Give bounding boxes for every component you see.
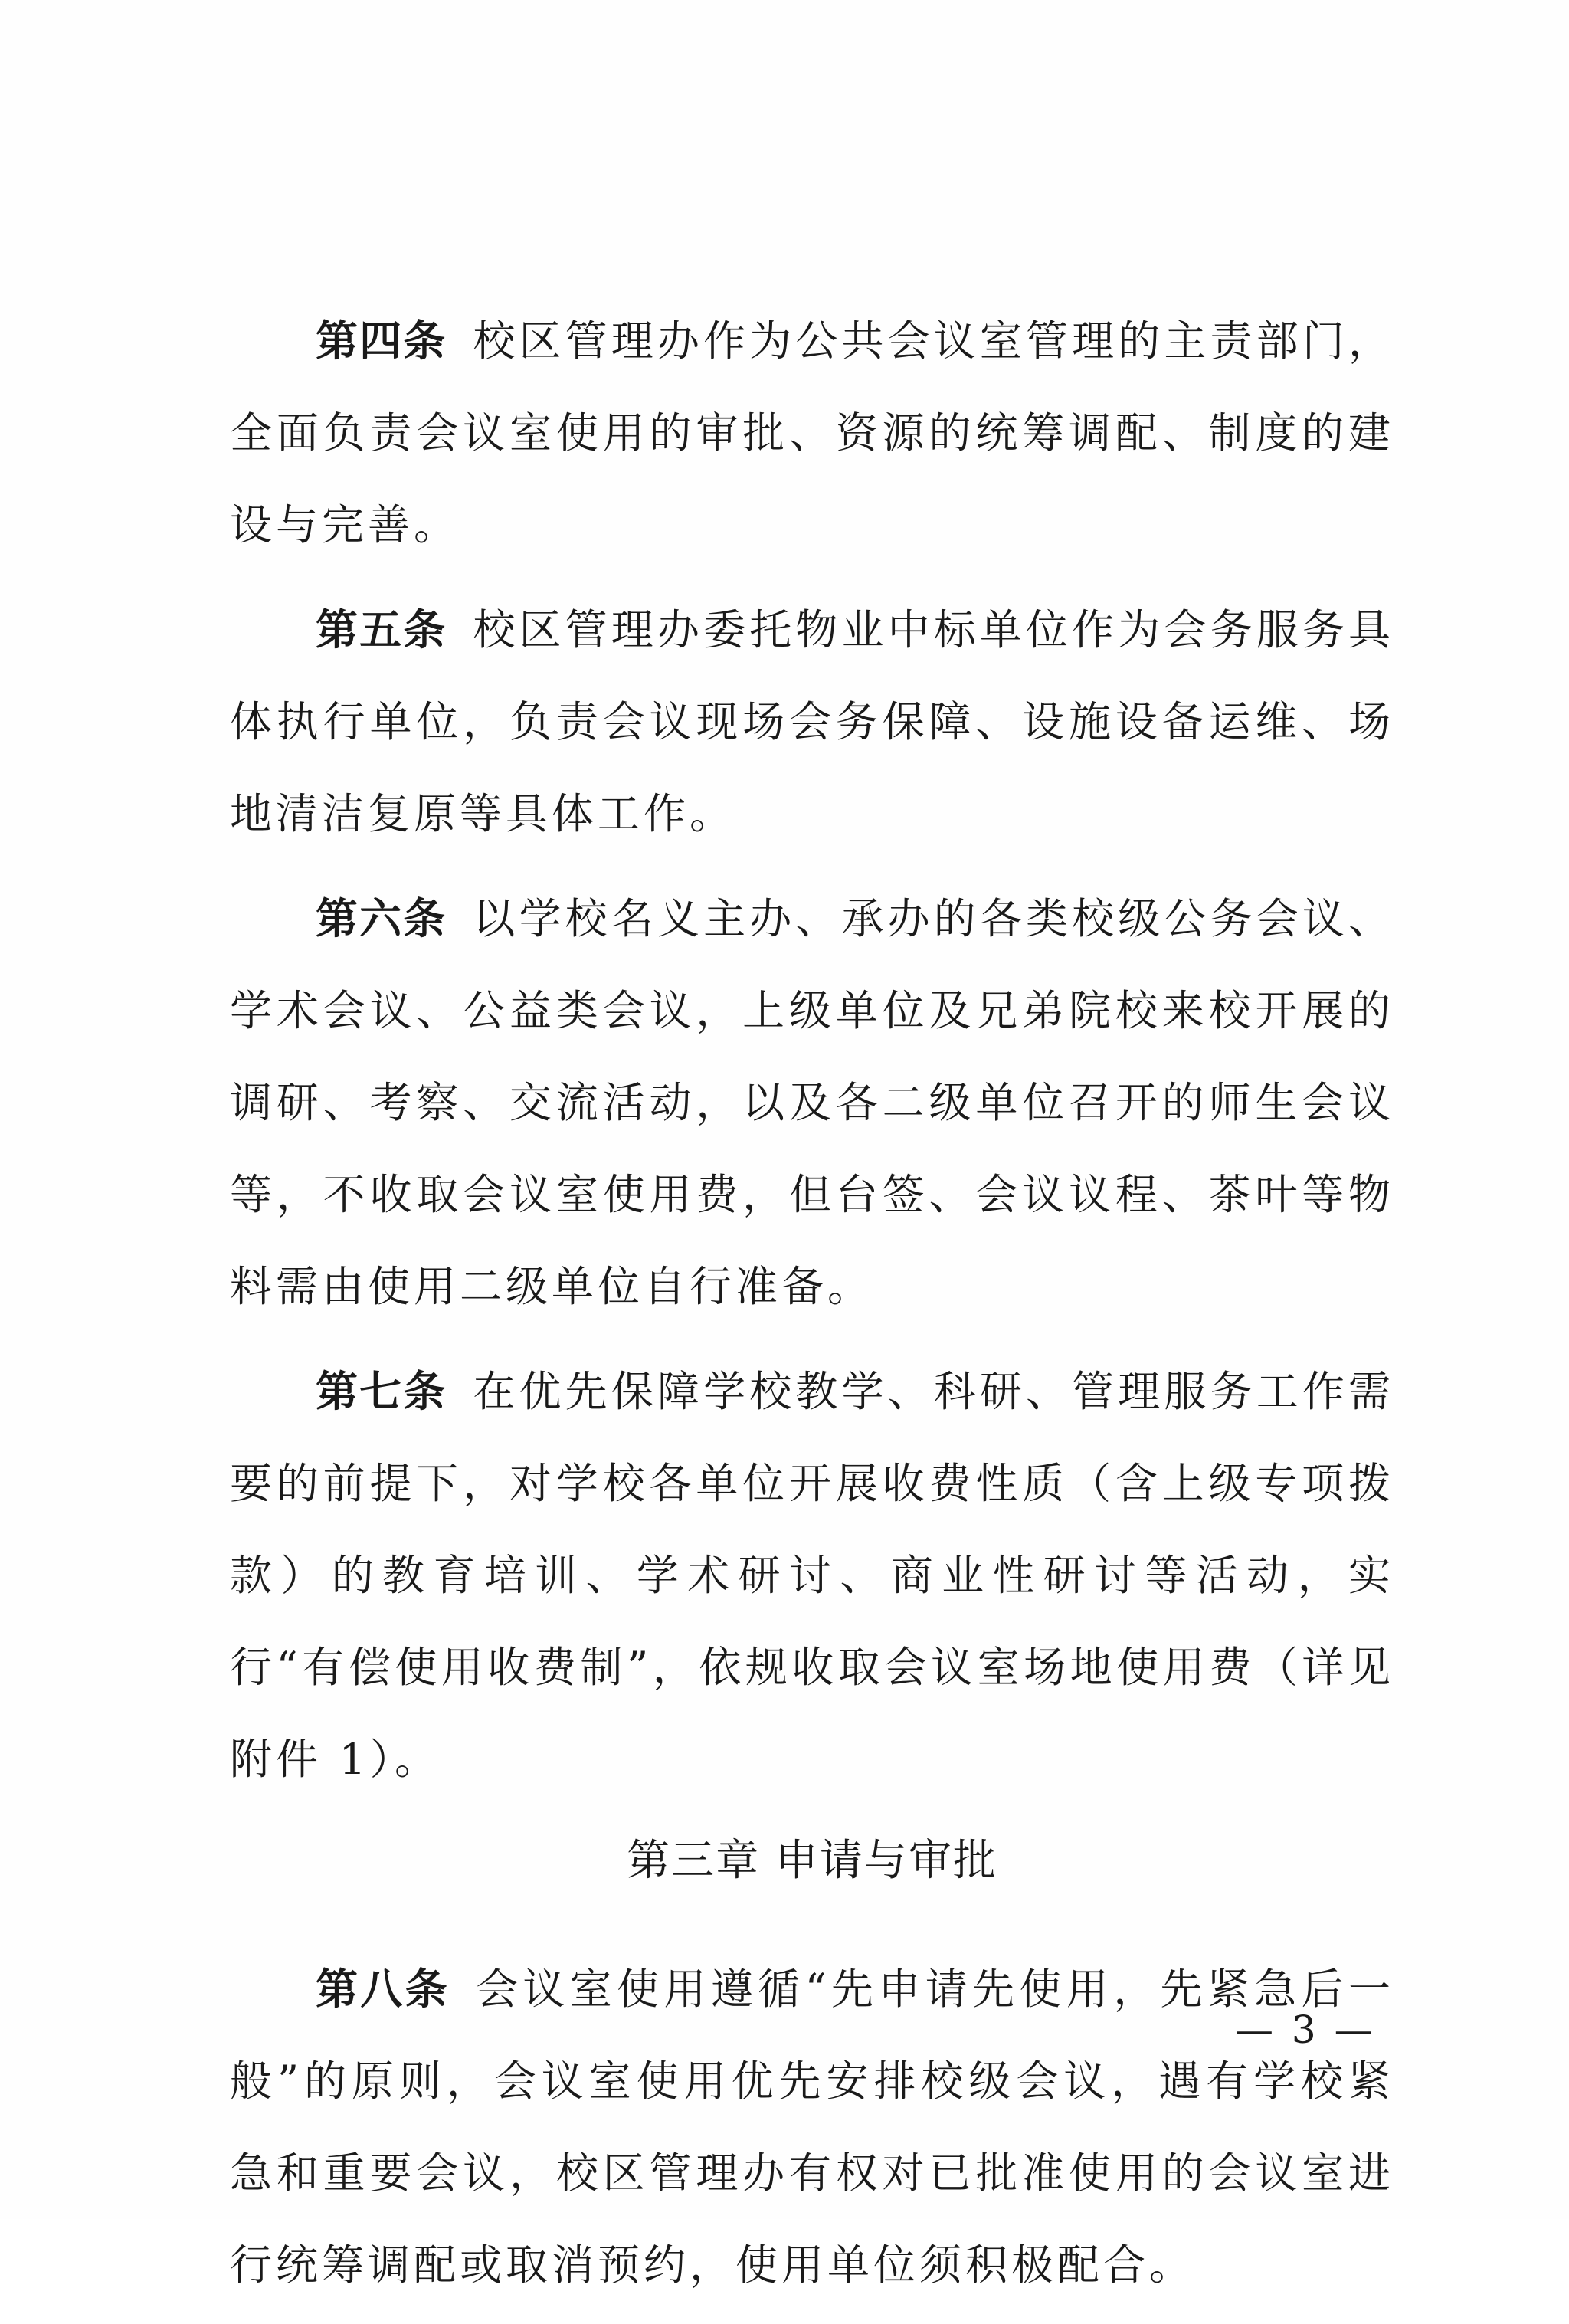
article-4 [230,295,1394,571]
article-label: 第八条 [316,1965,450,2014]
article-label: 第五条 [316,605,447,654]
article-5 [230,584,1394,860]
article-label: 第六条 [316,894,447,943]
article-label: 第七条 [316,1367,447,1416]
article-text: 以学校名义主办、承办的各类校级公务会议、学术会议、公益类会议，上级单位及兄弟院校来校开展的调研、考察、交流活动，以及各二级单位召开的师生会议等，不收取会议室使用费，但台签、会议议程、茶叶等物料需由使用二级单位自行准备。 [230,894,1394,1311]
page-number: — 3 — [1235,2008,1376,2052]
article-text: 校区管理办委托物业中标单位作为会务服务具体执行单位，负责会议现场会务保障、设施设备运维、场地清洁复原等具体工作。 [230,605,1394,838]
chapter-heading: 第三章 申请与审批 [627,1836,997,1886]
document-body [230,295,1394,2324]
article-text: 校区管理办作为公共会议室管理的主责部门，全面负责会议室使用的审批、资源的统筹调配、制度的建设与完善。 [230,316,1394,549]
article-text: 在优先保障学校教学、科研、管理服务工作需要的前提下，对学校各单位开展收费性质（含上级专项拨款）的教育培训、学术研讨、商业性研讨等活动，实行“有偿使用收费制”，依规收取会议室场地使用费（详见附件 1）。 [230,1367,1394,1784]
article-label: 第四条 [316,316,447,365]
article-8 [230,1943,1394,2311]
article-text: 会议室使用遵循“先申请先使用，先紧急后一般”的原则，会议室使用优先安排校级会议，遇有学校紧急和重要会议，校区管理办有权对已批准使用的会议室进行统筹调配或取消预约，使用单位须积极配合。 [230,1965,1394,2290]
article-6 [230,873,1394,1332]
article-7 [230,1346,1394,1805]
